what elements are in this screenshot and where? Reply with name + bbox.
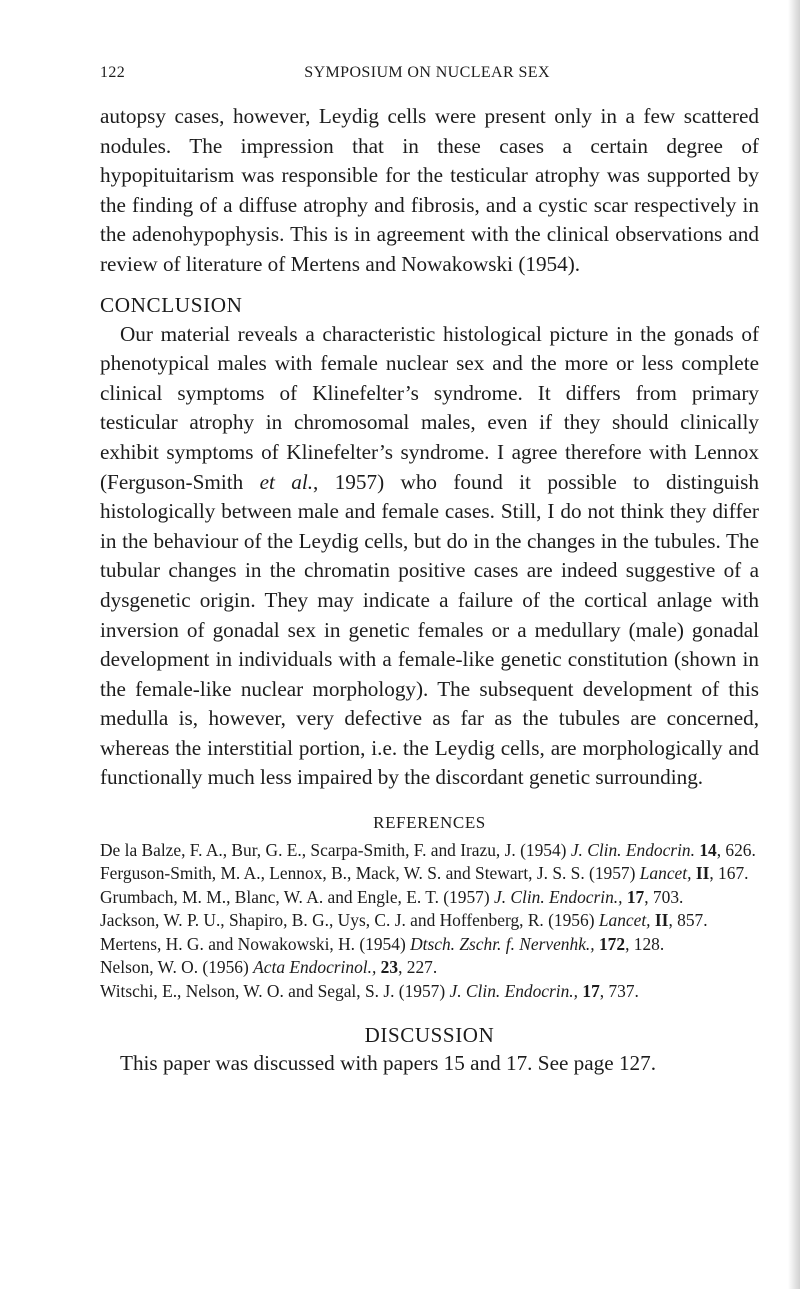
ref-pages: , 167.	[709, 863, 749, 884]
ref-pages: , 128.	[625, 933, 665, 954]
conclusion-text-1: Our material reveals a characteristic histological picture in the gonads of phenotypical males with female nuclear sex and the more or less complete clinical symptoms of Klinefelter’s syndrome. It differs from primary testicular atrophy in chromosomal males, even if they should clinically exhibit symptoms of Klinefelter’s syndrome. I agree therefore with Lennox (Ferguson-Smith	[100, 321, 759, 494]
reference-item	[100, 909, 759, 932]
page-edge-shadow	[788, 0, 800, 1289]
page-number: 122	[100, 64, 126, 81]
discussion-heading: DISCUSSION	[364, 1022, 495, 1047]
running-title: SYMPOSIUM ON NUCLEAR SEX	[304, 64, 550, 81]
reference-item	[100, 886, 759, 909]
reference-item	[100, 933, 759, 956]
ref-authors: Jackson, W. P. U., Shapiro, B. G., Uys, C. J. and Hoffenberg, R. (1956)	[100, 910, 599, 931]
ref-journal: J. Clin. Endocrin.,	[493, 886, 623, 907]
conclusion-paragraph	[100, 320, 759, 794]
references-list	[100, 839, 759, 1003]
running-head	[100, 64, 759, 88]
ref-volume: 23	[380, 957, 399, 978]
ref-authors: Nelson, W. O. (1956)	[100, 957, 254, 978]
ref-volume: 17	[626, 886, 645, 907]
ref-volume: II	[654, 910, 669, 931]
ref-authors: Grumbach, M. M., Blanc, W. A. and Engle, E. T. (1957)	[100, 886, 494, 907]
ref-pages: , 857.	[668, 910, 708, 931]
page	[100, 64, 759, 1079]
ref-journal: Dtsch. Zschr. f. Nervenhk.,	[410, 933, 595, 954]
reference-item	[100, 956, 759, 979]
references-heading: REFERENCES	[373, 813, 486, 833]
ref-authors: Ferguson-Smith, M. A., Lennox, B., Mack, W. S. and Stewart, J. S. S. (1957)	[100, 863, 640, 884]
reference-item	[100, 862, 759, 885]
intro-paragraph: autopsy cases, however, Leydig cells were present only in a few scattered nodules. The impression that in these cases a certain degree of hypopituitarism was responsible for the testicular atrophy was supported by the finding of a diffuse atrophy and fibrosis, and a cystic scar respectively in the adenohypophysis. This is in agreement with the clinical observations and review of literature of Mertens and Nowakowski (1954).	[100, 104, 759, 276]
ref-volume: 14	[699, 840, 717, 861]
ref-volume: II	[695, 863, 710, 884]
ref-journal: J. Clin. Endocrin.	[570, 840, 695, 861]
ref-pages: , 227.	[398, 957, 438, 978]
ref-journal: Acta Endocrinol.,	[253, 957, 377, 978]
ref-journal: Lancet,	[639, 863, 692, 884]
ref-journal: Lancet,	[598, 910, 651, 931]
conclusion-text-2: , 1957) who found it possible to distinguish histologically between male and female cases. Still, I do not think they differ in the behaviour of the Leydig cells, but do in the changes in the tubules. The tubular changes in the chromatin positive cases are indeed suggestive of a dysgenetic origin. They may indicate a failure of the cortical anlage with inversion of gonadal sex in genetic females or a medullary (male) gonadal development in individuals with a female-like genetic constitution (shown in the female-like nuclear morphology). The subsequent development of this medulla is, however, very defective as far as the tubules are concerned, whereas the interstitial portion, i.e. the Leydig cells, are morphologically and functionally much less impaired by the discordant genetic surrounding.	[100, 469, 759, 790]
ref-volume: 172	[598, 933, 626, 954]
conclusion-italic: et al.	[259, 469, 314, 494]
conclusion-heading: CONCLUSION	[100, 292, 243, 317]
reference-item	[100, 980, 759, 1003]
ref-authors: De la Balze, F. A., Bur, G. E., Scarpa-Smith, F. and Irazu, J. (1954)	[100, 840, 571, 861]
ref-pages: , 626.	[716, 840, 756, 861]
reference-item	[100, 839, 759, 862]
ref-authors: Witschi, E., Nelson, W. O. and Segal, S. J. (1957)	[100, 980, 450, 1001]
ref-authors: Mertens, H. G. and Nowakowski, H. (1954)	[100, 933, 411, 954]
ref-pages: , 703.	[644, 886, 684, 907]
discussion-paragraph: This paper was discussed with papers 15 and 17. See page 127.	[120, 1050, 657, 1075]
ref-journal: J. Clin. Endocrin.,	[449, 980, 579, 1001]
ref-volume: 17	[582, 980, 600, 1001]
ref-pages: , 737.	[599, 980, 639, 1001]
